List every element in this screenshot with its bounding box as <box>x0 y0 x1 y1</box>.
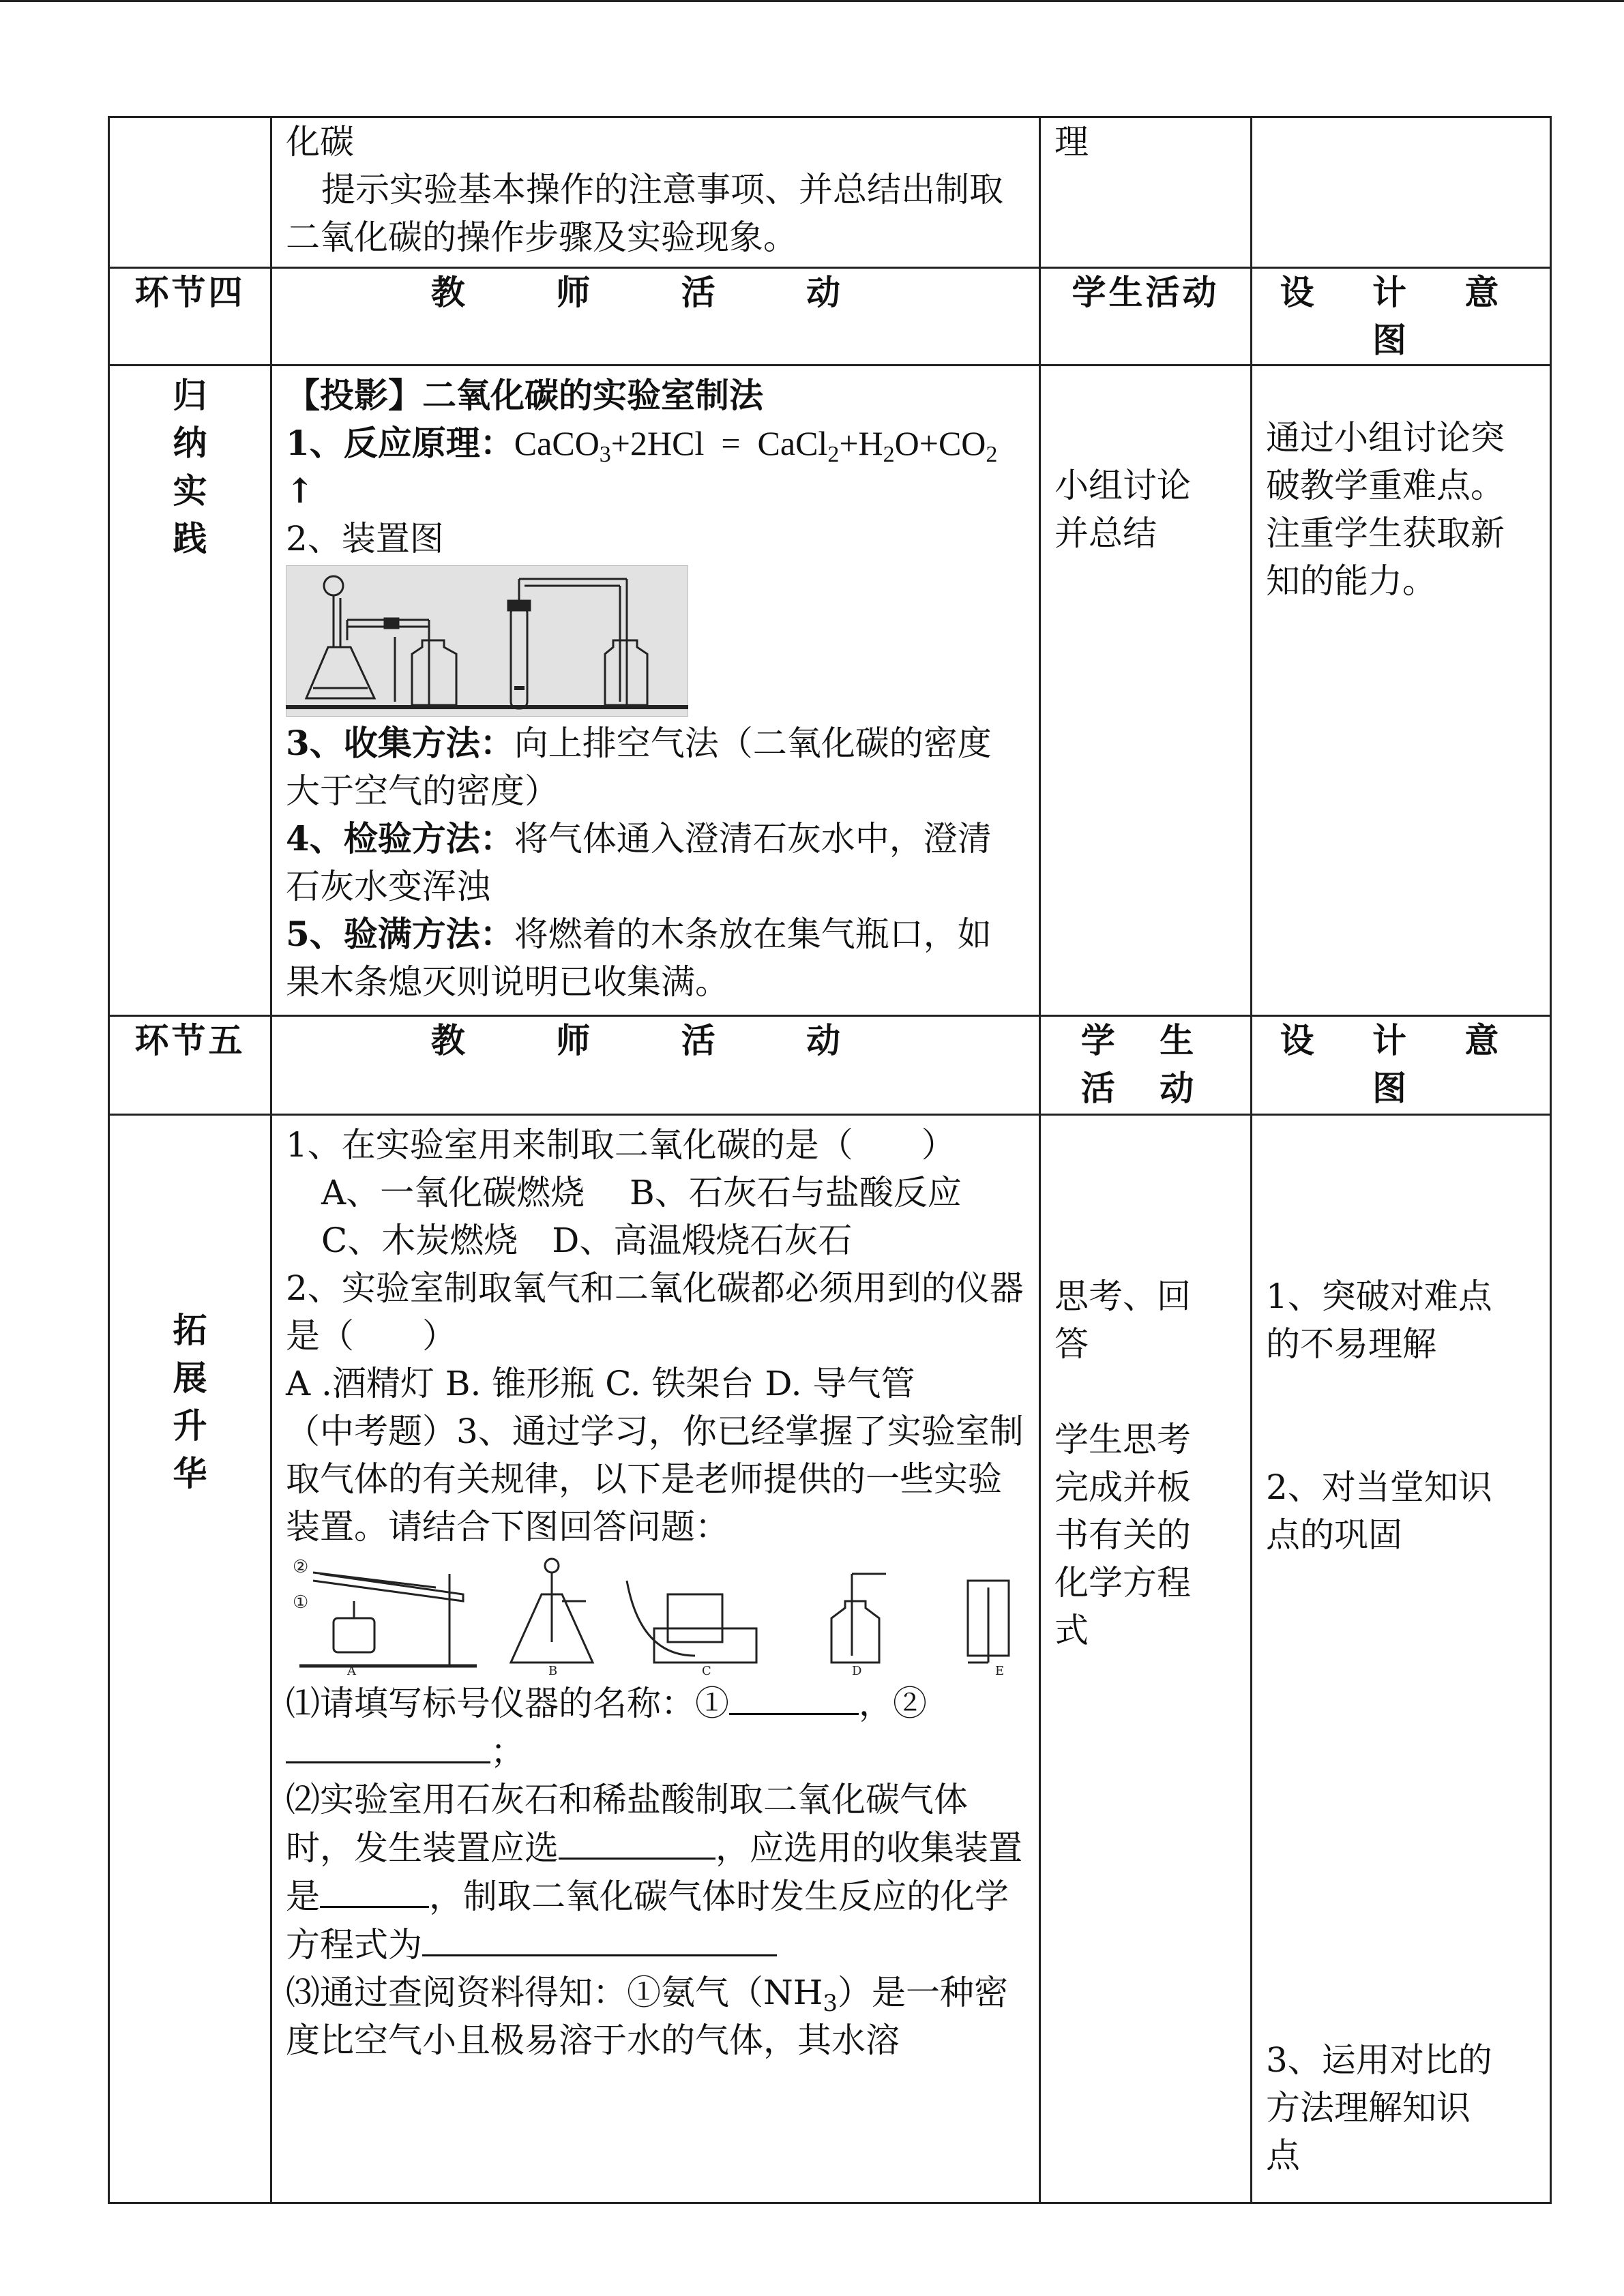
student-line: 完成并板 <box>1054 1467 1191 1507</box>
collect-label: 3、收集方法： <box>286 723 514 763</box>
intent-line: 注重学生获取新知的能力。 <box>1266 513 1505 601</box>
test-text: 将气体通入澄清石灰水中，澄清石灰水变浑浊 <box>286 819 992 906</box>
cell-intent-continued <box>1252 117 1551 268</box>
equation <box>514 424 998 467</box>
section5-student-header: 学 生 活 动 <box>1040 1016 1252 1115</box>
apparatus-figure <box>286 565 688 717</box>
eq-sub: 2 <box>883 442 895 467</box>
q3-1-text: ； <box>490 1732 525 1772</box>
side-char: 升 <box>173 1405 207 1446</box>
row-section4-body <box>109 366 1551 1016</box>
row-continued <box>109 117 1551 268</box>
fig-label-B: B <box>548 1664 558 1676</box>
side-char: 践 <box>173 518 207 558</box>
section4-student-content <box>1040 366 1252 1016</box>
collect-text: 向上排空气法（二氧化碳的密度大于空气的密度） <box>286 724 992 811</box>
question-3-part-2 <box>286 1776 1025 1969</box>
student-line: 答 <box>1054 1324 1089 1364</box>
lab-apparatus-figure <box>286 1553 1029 1676</box>
full-text: 将燃着的木条放在集气瓶口，如果木条熄灭则说明已收集满。 <box>286 914 992 1002</box>
q3-1-text: ⑴请填写标号仪器的名称：① <box>286 1684 729 1723</box>
eq-part: +2HCl = CaCl <box>610 424 828 462</box>
answer-blank-5 <box>422 1920 777 1956</box>
side-char: 归 <box>173 375 207 415</box>
side-char: 实 <box>173 471 207 511</box>
test-label: 4、检验方法： <box>286 818 514 859</box>
section5-label: 环节五 <box>109 1016 271 1115</box>
question-1-options-cd: C、木炭燃烧 D、高温煅烧石灰石 <box>321 1221 853 1260</box>
question-2: 2、实验室制取氧气和二氧化碳都必须用到的仪器是（ ） <box>286 1268 1024 1356</box>
fig-label-A: A <box>347 1664 356 1676</box>
text-paragraph: 提示实验基本操作的注意事项、并总结出制取二氧化碳的操作步骤及实验现象。 <box>286 170 1003 257</box>
lesson-plan-table <box>108 116 1552 2204</box>
question-2-options: A .酒精灯 B. 锥形瓶 C. 铁架台 D. 导气管 <box>286 1364 915 1403</box>
eq-part: CaCO <box>514 424 600 462</box>
eq-part: +H <box>839 424 883 462</box>
apparatus-label: 2、装置图 <box>286 519 444 558</box>
fig-mark-1: ① <box>293 1592 309 1613</box>
question-3-part-3 <box>286 1969 1025 2064</box>
answer-blank-4 <box>320 1872 429 1908</box>
section5-intent-header: 设 计 意 图 <box>1252 1016 1551 1115</box>
section5-intent-content <box>1252 1115 1551 2203</box>
reaction-principle <box>286 419 1025 515</box>
student-line: 并总结 <box>1054 513 1157 553</box>
fig-label-E: E <box>995 1664 1005 1676</box>
intent-line: 方法理解知识 <box>1266 2088 1471 2128</box>
section4-side-label <box>109 366 271 1016</box>
answer-blank-3 <box>559 1823 715 1860</box>
q3-2-text: ，制取二氧化碳气体时发生反应的化学方程式为 <box>286 1877 1009 1965</box>
cell-student-continued <box>1040 117 1252 268</box>
eq-sub: 2 <box>827 442 840 467</box>
student-line: 学生思考 <box>1054 1420 1191 1459</box>
q3-2-text: ⑵实验室用石灰石和稀盐酸制取二氧化碳气体时，发生装置应选 <box>286 1780 968 1868</box>
intent-line: 通过小组讨论突破教学重难点。 <box>1266 418 1505 505</box>
section4-label: 环节四 <box>109 268 271 366</box>
student-line: 小组讨论 <box>1054 466 1191 505</box>
q3-1-text: ，② <box>859 1684 927 1723</box>
full-check-method <box>286 910 1025 1006</box>
student-line: 思考、回 <box>1054 1277 1191 1316</box>
section4-student-header: 学生活动 <box>1040 268 1252 366</box>
section4-teacher-content <box>271 366 1040 1016</box>
section5-student-content <box>1040 1115 1252 2203</box>
q3-2-text: ，应选用的收集装置是 <box>286 1828 1022 1916</box>
section4-teacher-header: 教 师 活 动 <box>271 268 1040 366</box>
section4-intent-header: 设 计 意 图 <box>1252 268 1551 366</box>
eq-sub: 3 <box>599 442 611 467</box>
section5-teacher-header: 教 师 活 动 <box>271 1016 1040 1115</box>
principle-label: 1、反应原理： <box>286 423 514 463</box>
test-method <box>286 815 1025 910</box>
student-line: 化学方程 <box>1054 1563 1191 1602</box>
spacer <box>1054 1368 1237 1416</box>
cell-teacher-continued <box>271 117 1040 268</box>
intent-line: 3、运用对比的 <box>1266 2040 1492 2080</box>
intent-line: 点 <box>1266 2136 1300 2175</box>
side-char: 华 <box>173 1453 207 1493</box>
row-section5-body <box>109 1115 1551 2203</box>
intent-line: 点的巩固 <box>1266 1515 1402 1555</box>
spacer <box>1266 1559 1536 2036</box>
text-line: 理 <box>1054 122 1089 162</box>
student-line: 式 <box>1054 1611 1089 1650</box>
q3-3-sub: 3 <box>823 1990 838 2017</box>
side-char: 拓 <box>173 1310 207 1350</box>
section5-side-label <box>109 1115 271 2203</box>
q3-3-text: ）是一种密度比空气小且极易溶于水的气体，其水溶 <box>286 1973 1008 2060</box>
fig-mark-2: ② <box>293 1557 309 1577</box>
answer-blank-2 <box>286 1727 490 1763</box>
student-line: 书有关的 <box>1054 1515 1191 1555</box>
eq-sub: 2 <box>986 442 998 467</box>
section4-intent-content <box>1252 366 1551 1016</box>
side-char: 展 <box>173 1358 207 1398</box>
section5-teacher-content <box>271 1115 1040 2203</box>
question-3: （中考题）3、通过学习，你已经掌握了实验室制取气体的有关规律，以下是老师提供的一些实验装置。请结合下图回答问题： <box>286 1412 1024 1547</box>
q3-3-text: ⑶通过查阅资料得知：①氨气（NH <box>286 1973 823 2012</box>
question-3-part-1 <box>286 1679 1025 1776</box>
intent-line: 1、突破对难点 <box>1266 1277 1492 1316</box>
side-char: 纳 <box>173 423 207 463</box>
fig-label-D: D <box>852 1664 862 1676</box>
answer-blank-1 <box>729 1679 859 1715</box>
full-label: 5、验满方法： <box>286 914 514 954</box>
intent-line: 2、对当堂知识 <box>1266 1467 1492 1507</box>
collect-method <box>286 719 1025 815</box>
fig-label-C: C <box>702 1664 711 1676</box>
row-section5-header <box>109 1016 1551 1115</box>
intent-line: 的不易理解 <box>1266 1324 1436 1364</box>
text-line: 化碳 <box>286 122 354 162</box>
eq-part: O+CO <box>894 424 986 462</box>
cell-empty-label <box>109 117 271 268</box>
gas-arrow: ↑ <box>286 471 314 511</box>
spacer <box>1266 1368 1536 1463</box>
question-1: 1、在实验室用来制取二氧化碳的是（ ） <box>286 1125 956 1165</box>
question-1-options-ab: A、一氧化碳燃烧 B、石灰石与盐酸反应 <box>321 1173 962 1212</box>
row-section4-header <box>109 268 1551 366</box>
page-top-border <box>0 0 1624 2</box>
projection-title: 【投影】二氧化碳的实验室制法 <box>286 375 763 415</box>
